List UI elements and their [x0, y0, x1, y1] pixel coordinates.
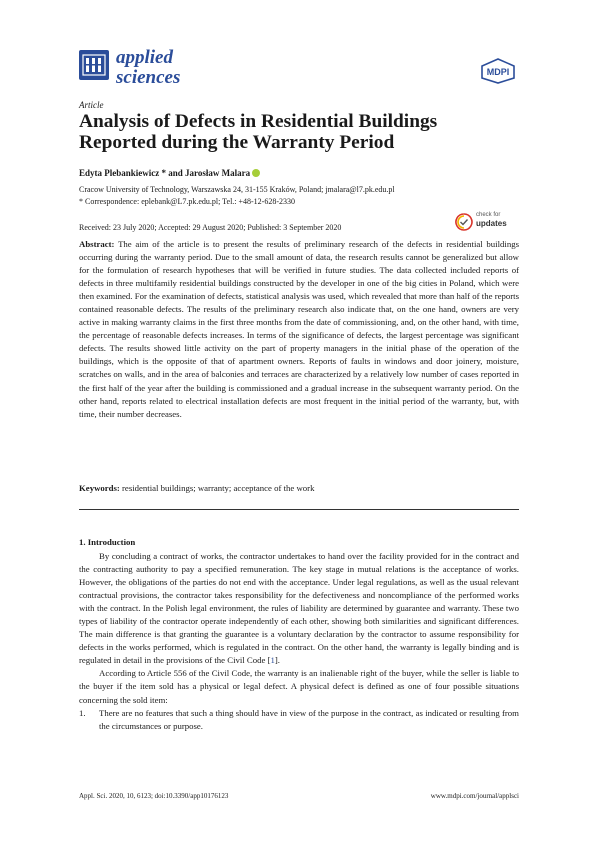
- journal-logo-icon: [79, 50, 109, 80]
- journal-name-line2: sciences: [116, 67, 181, 88]
- list-item: [79, 707, 519, 733]
- check-updates-line2: updates: [476, 219, 507, 228]
- check-updates-line1: check for: [476, 212, 501, 218]
- publisher-name: MDPI: [486, 67, 510, 77]
- publication-dates: Received: 23 July 2020; Accepted: 29 August 2020; Published: 3 September 2020: [79, 223, 342, 232]
- abstract-label: Abstract:: [79, 239, 115, 249]
- footer-citation: Appl. Sci. 2020, 10, 6123; doi:10.3390/app10176123: [79, 792, 229, 800]
- abstract: [79, 238, 519, 421]
- keywords: [79, 483, 519, 493]
- check-updates-icon: [455, 213, 473, 233]
- keywords-label: Keywords:: [79, 483, 120, 493]
- article-type: Article: [79, 100, 104, 110]
- author-names: Edyta Plebankiewicz * and Jarosław Malara: [79, 168, 251, 178]
- abstract-text: The aim of the article is to present the results of preliminary research of the defects in residential buildings occurring during the warranty period. Due to the small amount of data, the research results cannot be generalized but allow for the formulation of research hypotheses that will be verified in future studies. The data collected included reports of defects in three multifamily residential buildings constructed by the developer in one of the big cities in Poland, which were then examined. For the examination of defects, statistical analysis was used, which revealed that more than half of the reports contained reasonable defects. The results of the preliminary research also indicate that, on the one hand, owners are very active in making warranty claims in the first three months from the date of commissioning, and, on the other hand, with time, the percentage of reasonable defects increases. In terms of the significance of defects, the largest percentage was significant defects. The results showed little activity on the part of property managers in the initial phase of the operation of the buildings, which is the opposite of that of apartment owners. Reports of faults in windows and door joinery, moisture, scratches on walls, and in the area of balconies and terraces are characterized by a relatively low number of cases reported in the first half of the year after the building is commissioned and a gradual increase in the subsequent warranty period. On the other hand, reports related to electrical installation defects are most frequent in the initial period of the warranty, but, with time, their number decreases.: [79, 239, 519, 419]
- check-for-updates-button[interactable]: [455, 210, 535, 238]
- correspondence: * Correspondence: eplebank@L7.pk.edu.pl; Tel.: +48-12-628-2330: [79, 197, 296, 206]
- citation-link-1[interactable]: 1: [270, 655, 275, 666]
- article-title: Analysis of Defects in Residential Buildings Reported during the Warranty Period: [79, 111, 438, 153]
- orcid-icon[interactable]: [252, 169, 260, 177]
- intro-p1-end: ].: [274, 655, 280, 666]
- introduction-body: [79, 550, 519, 733]
- journal-name-line1: applied: [116, 47, 173, 68]
- intro-p1-text: By concluding a contract of works, the contractor undertakes to hand over the facility provided for in the contract and the contracting authority to pay a specified remuneration. The key stage in mutual relations is the acceptance of works. However, the obligations of the parties do not end with the acceptance. Under legal regulations, as well as the usual relevant contractual provisions, the contractor takes responsibility for the defectiveness and noncompliance of the performed works with the contract. In the Polish legal environment, the rules of liability are determined by guarantee and warranty. These two types of liability of the contractor operate independently of each other, showing both similarities and significant differences. The main difference is that granting the guarantee is a voluntary declaration by the contractor to assume responsibility for defects in the works performed, which is regulated in the contract. On the other hand, the warranty is legally binding and is regulated in detail in the provisions of the Civil Code [: [79, 551, 519, 666]
- journal-name[interactable]: [116, 48, 180, 88]
- keywords-text: residential buildings; warranty; acceptance of the work: [122, 483, 315, 493]
- intro-paragraph-1: [79, 550, 519, 667]
- list-number: 1.: [79, 707, 86, 718]
- list-item-text: There are no features that such a thing should have in view of the purpose in the contract, as indicated or resulting from the circumstances or purpose.: [99, 707, 519, 731]
- intro-paragraph-2: According to Article 556 of the Civil Code, the warranty is an inalienable right of the buyer, while the seller is liable to the buyer if the item sold has a physical or legal defect. A physical defect is defined as one of four possible situations concerning the sold item:: [79, 668, 519, 705]
- footer-website-link[interactable]: www.mdpi.com/journal/applsci: [430, 792, 519, 800]
- mdpi-logo-icon[interactable]: [479, 58, 517, 84]
- section-divider: [79, 509, 519, 510]
- author-list: [79, 168, 260, 178]
- affiliation: Cracow University of Technology, Warszawska 24, 31-155 Kraków, Poland; jmalara@l7.pk.edu.pl: [79, 185, 395, 194]
- section-heading-introduction: 1. Introduction: [79, 537, 136, 547]
